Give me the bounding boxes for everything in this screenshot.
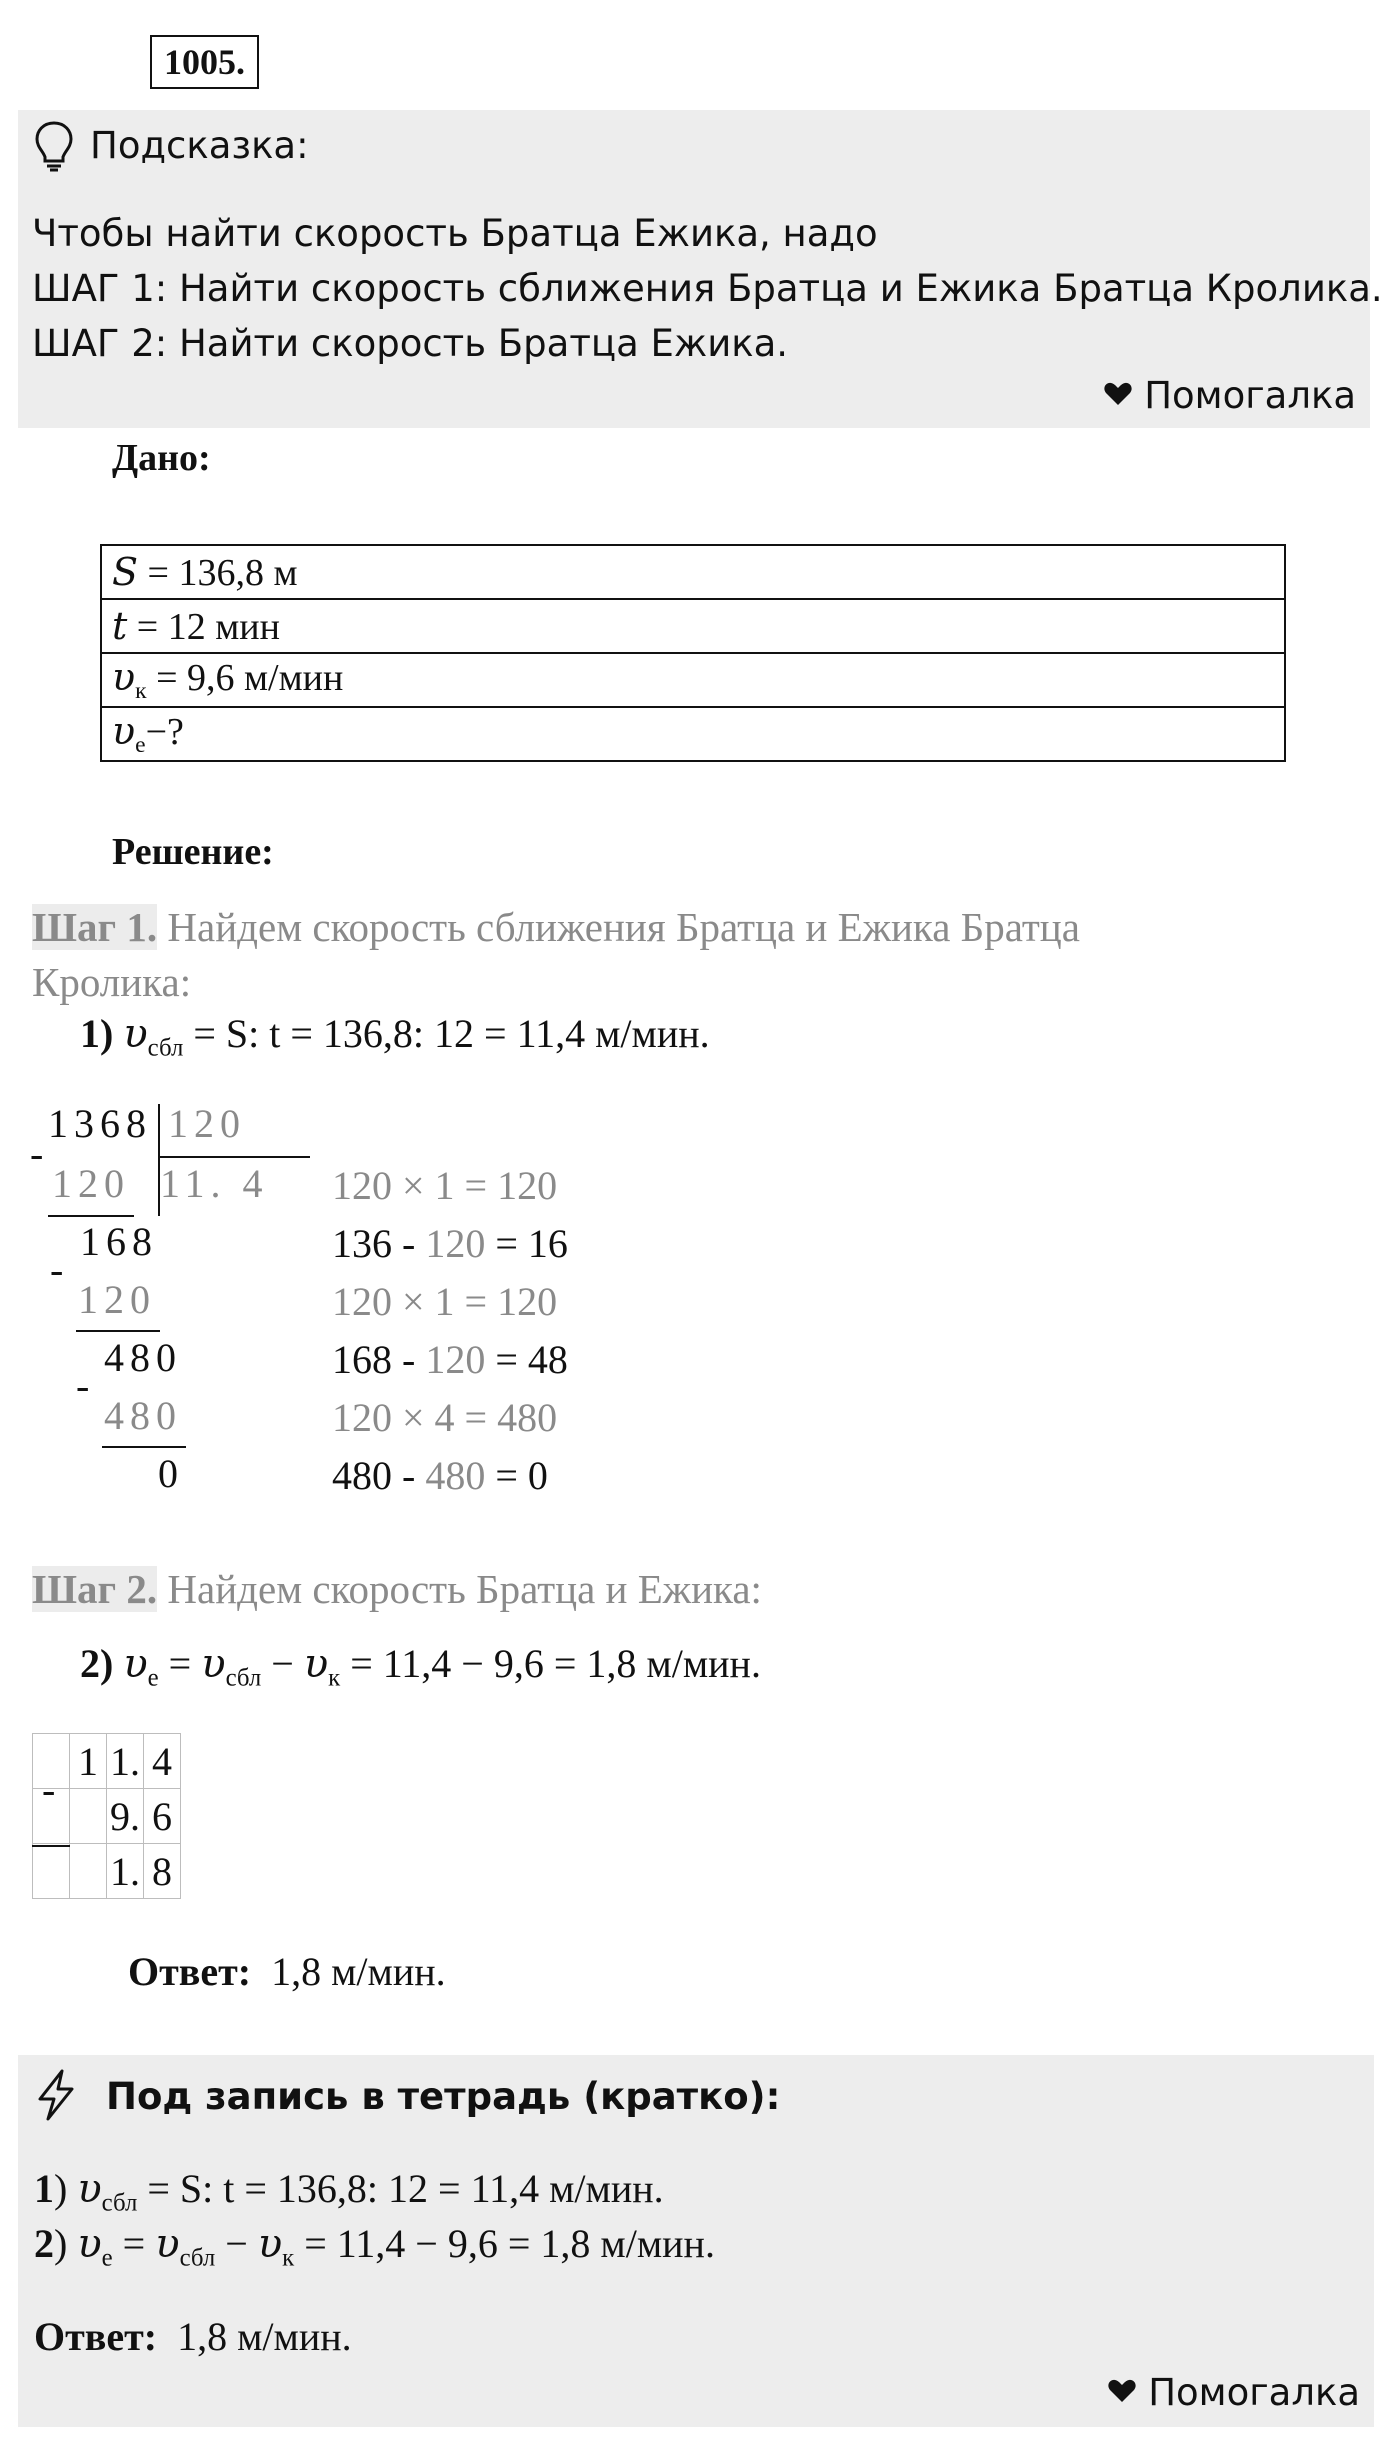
subtraction-row: 9. 6 (33, 1789, 181, 1844)
given-table (100, 544, 1286, 762)
hint-intro: Чтобы найти скорость Братца Ежика, надо (32, 212, 878, 255)
step1-text-cont: Кролика: (32, 959, 192, 1005)
subtraction-line (32, 1845, 70, 1847)
hint-step2 (32, 316, 788, 371)
notebook-panel (18, 2055, 1374, 2427)
answer (128, 1948, 446, 1995)
task-number: 1005. (150, 35, 259, 89)
answer-label: Ответ: (128, 1949, 252, 1994)
brand-label (1104, 374, 1356, 417)
calc-line: 480 - 480 = 0 (332, 1453, 548, 1498)
notebook-answer (34, 2313, 352, 2360)
hint-step2-label: ШАГ 2: (32, 322, 168, 365)
formula-1: 1) $\upsilon_{сбл} = S$: t = 136,8: 12 = 11,4 м/мин. (80, 1011, 710, 1062)
notebook-answer-label: Ответ: (34, 2314, 158, 2359)
step1-text: Найдем скорость сближения Братца и Ежика Братца (157, 904, 1080, 950)
brand-text: Помогалка (1144, 374, 1356, 417)
calc-line: 120 × 1 = 120 (332, 1279, 558, 1324)
given-cell: $\upsilon_к = 9,6$ м/мин (101, 653, 1285, 707)
division-line (76, 1330, 160, 1332)
heart-icon (1104, 382, 1132, 406)
hint-title: Подсказка: (90, 124, 309, 167)
subtraction-row: 1. 8 (33, 1844, 181, 1899)
step2-label: Шаг 2. (32, 1566, 158, 1612)
lightning-icon (36, 2069, 76, 2121)
solution-heading: Решение: (112, 831, 274, 873)
given-row (101, 545, 1285, 599)
division-line (102, 1446, 186, 1448)
notebook-line-1: 1) $\upsilon_{сбл} = S$: t = 136,8: 12 = 11,4 м/мин. (34, 2166, 664, 2217)
lightbulb-icon (34, 120, 74, 172)
notebook-title: Под запись в тетрадь (кратко): (106, 2075, 781, 2118)
quotient: 11. 4 (160, 1161, 269, 1206)
calc-line: 168 - 120 = 48 (332, 1337, 568, 1382)
division-row: 480 (104, 1393, 182, 1438)
hint-panel (18, 110, 1383, 428)
given-row (101, 653, 1285, 707)
answer-value: 1,8 м/мин. (271, 1949, 446, 1994)
given-row (101, 599, 1285, 653)
brand-text: Помогалка (1148, 2371, 1360, 2414)
hint-step1 (32, 261, 1383, 316)
minus-sign: - (76, 1363, 96, 1408)
given-cell: $\upsilon_е-$? (101, 707, 1285, 761)
notebook-answer-value: 1,8 м/мин. (177, 2314, 352, 2359)
minus-sign: - (50, 1247, 70, 1292)
division-line (48, 1215, 134, 1217)
divisor: 120 (168, 1101, 246, 1146)
division-row: 120 (78, 1277, 156, 1322)
given-heading: Дано: (112, 437, 211, 479)
division-row: 168 (80, 1219, 158, 1264)
divisor-underline (158, 1156, 310, 1158)
side-calculations (332, 1162, 568, 1510)
subtraction-minus: - (42, 1767, 56, 1812)
hint-step2-text: Найти скорость Братца Ежика. (167, 322, 789, 365)
division-row: 120 (52, 1161, 130, 1206)
dividend: 1368 (48, 1101, 152, 1146)
formula-2: 2) $\upsilon_е = \upsilon_{сбл} - \upsilon_к = 11,4 - 9,6 = 1,8$ м/мин. (80, 1641, 761, 1692)
hint-step1-text: Найти скорость сближения Братца и Ежика Братца Кролика. (167, 267, 1383, 310)
calc-line: 136 - 120 = 16 (332, 1221, 568, 1266)
calc-line: 120 × 4 = 480 (332, 1395, 558, 1440)
heart-icon (1108, 2379, 1136, 2403)
division-row: 0 (158, 1451, 184, 1496)
notebook-line-2: 2) $\upsilon_е = \upsilon_{сбл} - \upsilon_к = 11,4 - 9,6 = 1,8$ м/мин. (34, 2221, 715, 2272)
step1-label: Шаг 1. (32, 904, 158, 950)
division-row: 480 (104, 1335, 182, 1380)
step2-text: Найдем скорость Братца и Ежика: (157, 1566, 762, 1612)
given-row (101, 707, 1285, 761)
given-cell: S = 136,8 м (101, 545, 1285, 599)
step2-line (32, 1562, 762, 1617)
step1-line (32, 900, 1080, 955)
subtraction-row: 1 1. 4 (33, 1734, 181, 1789)
hint-step1-label: ШАГ 1: (32, 267, 168, 310)
brand-label (1108, 2371, 1360, 2414)
calc-line: 120 × 1 = 120 (332, 1163, 558, 1208)
subtraction-grid (32, 1733, 181, 1899)
minus-sign: - (30, 1131, 50, 1176)
given-cell: t = 12 мин (101, 599, 1285, 653)
